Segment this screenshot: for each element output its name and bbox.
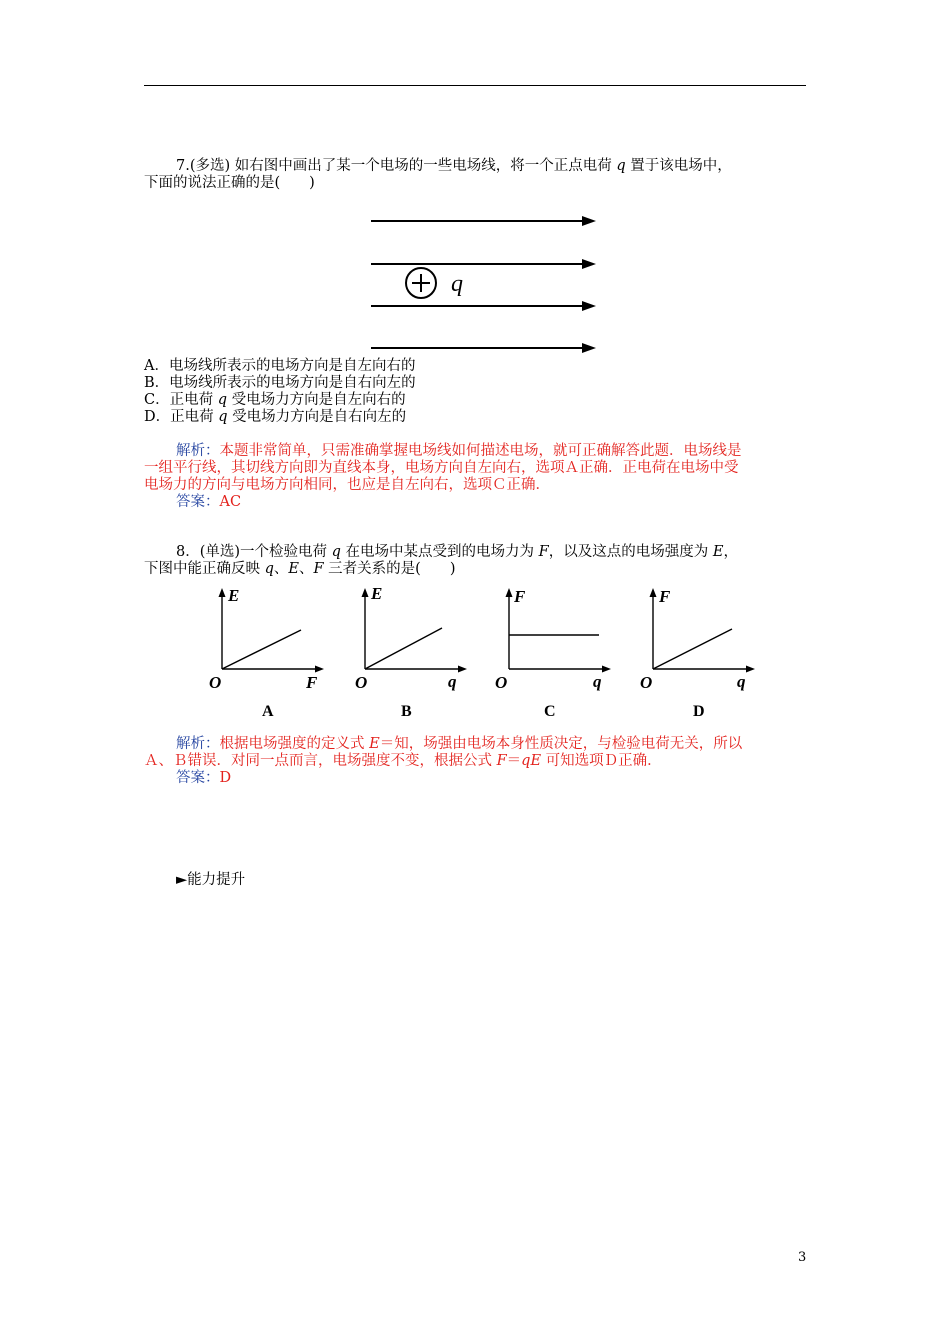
q8-answer: 答案：D (176, 770, 232, 786)
header-rule (144, 85, 806, 86)
graph-a-origin: O (209, 673, 222, 692)
q7-option-a: A．电场线所表示的电场方向是自左向右的 (144, 358, 416, 374)
q8-analysis-line1: 解析：根据电场强度的定义式 E＝知，场强由电场本身性质决定，与检验电荷无关，所以 (176, 736, 743, 752)
q8-stem-line2: 下图中能正确反映 q、E、F 三者关系的是( ) (144, 561, 456, 577)
graph-c (492, 585, 622, 695)
q7-stem-line2: 下面的说法正确的是( ) (144, 175, 315, 191)
graph-b (348, 585, 478, 695)
graph-c-caption: C (544, 703, 556, 720)
q7-analysis-line2: 一组平行线，其切线方向即为直线本身，电场方向自左向右，选项Ａ正确．正电荷在电场中受 (144, 460, 739, 476)
positive-charge (406, 268, 436, 298)
q7-field-lines-figure (360, 205, 610, 360)
graph-a-x-label: F (306, 673, 318, 692)
graph-d (636, 585, 766, 695)
charge-label: q (451, 271, 463, 297)
graph-c-x-label: q (593, 672, 602, 691)
graph-b-caption: B (401, 703, 412, 720)
graph-b-y-label: E (371, 585, 383, 603)
q7-analysis-line3: 电场力的方向与电场方向相同，也应是自左向右，选项Ｃ正确． (144, 477, 550, 493)
graph-c-y-label: F (514, 587, 526, 606)
graph-d-origin: O (640, 673, 653, 692)
graph-d-y-label: F (659, 587, 671, 606)
graph-b-x-label: q (448, 672, 457, 691)
graph-a-caption: A (262, 703, 274, 720)
q7-option-d: D．正电荷 q 受电场力方向是自右向左的 (144, 409, 407, 425)
q7-stem-line1: 7.(多选) 如右图中画出了某一个电场的一些电场线，将一个正点电荷 q 置于该电场中， (176, 158, 732, 174)
q8-analysis-line2: Ａ、Ｂ错误．对同一点而言，电场强度不变，根据公式 F＝qE 可知选项Ｄ正确． (144, 753, 662, 769)
graph-a-y-label: E (228, 586, 240, 605)
section-heading: ►能力提升 (176, 872, 246, 888)
graph-c-origin: O (495, 673, 508, 692)
q7-option-c: C．正电荷 q 受电场力方向是自左向右的 (144, 392, 406, 408)
graph-b-origin: O (355, 673, 368, 692)
q8-stem-line1: 8．(单选)一个检验电荷 q 在电场中某点受到的电场力为 F，以及这点的电场强度为 E， (176, 544, 738, 560)
graph-d-x-label: q (737, 672, 746, 691)
q7-option-b: B．电场线所表示的电场方向是自右向左的 (144, 375, 416, 391)
graph-d-caption: D (693, 703, 705, 720)
q7-analysis-line1: 解析：本题非常简单，只需准确掌握电场线如何描述电场，就可正确解答此题．电场线是 (176, 443, 742, 459)
page-number: 3 (798, 1250, 807, 1265)
graph-a (205, 585, 335, 695)
q7-answer: 答案：AC (176, 494, 242, 510)
